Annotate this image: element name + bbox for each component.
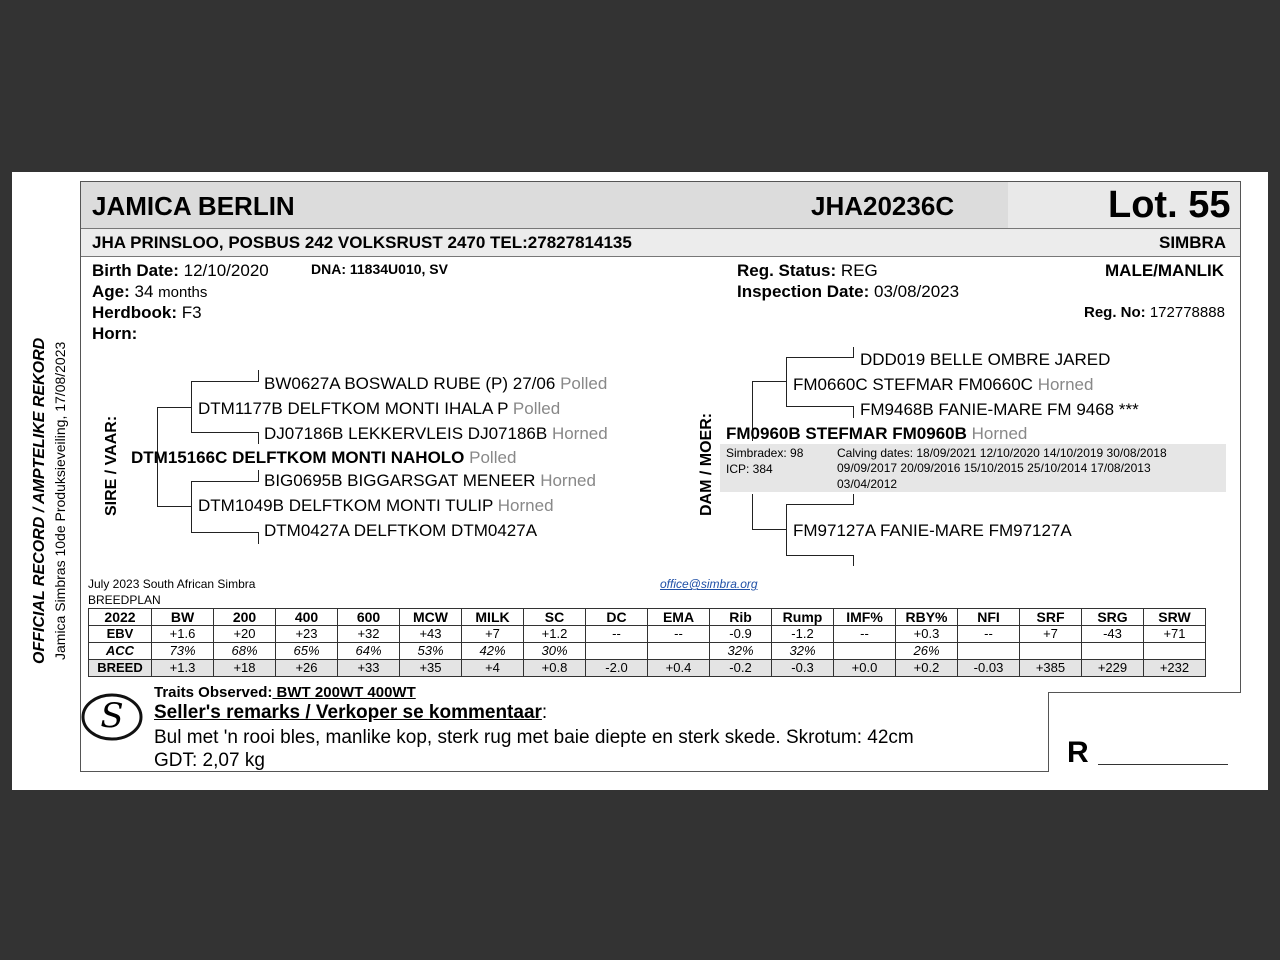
dam-tree-line: [752, 381, 786, 382]
sire-tree-line: [258, 432, 259, 444]
signature-line: [1098, 764, 1228, 765]
dam-tree-line: [853, 494, 854, 505]
ebv-cell: 64%: [338, 643, 400, 660]
ebv-cell: +18: [214, 660, 276, 677]
sire-tree-line: [258, 470, 259, 482]
ebv-cell: +0.3: [896, 626, 958, 643]
sire-tree-line: [258, 532, 259, 544]
ebv-cell: +7: [462, 626, 524, 643]
ebv-cell: --: [586, 626, 648, 643]
dam-tree-line: [786, 357, 787, 407]
sire-sire: [198, 399, 560, 419]
age: [92, 282, 207, 302]
dam-tree-line: [752, 494, 753, 530]
acc-row: [89, 643, 1206, 660]
official-record-label: OFFICIAL RECORD / AMPTELIKE REKORD: [31, 337, 48, 664]
birth-value: 12/10/2020: [183, 261, 269, 280]
ebv-cell: +0.4: [648, 660, 710, 677]
sire-dam-sire: [264, 471, 596, 491]
ebv-cell: EBV: [89, 626, 152, 643]
ebv-cell: +385: [1020, 660, 1082, 677]
logo-letter: S: [100, 696, 124, 736]
pedigree-name: DJ07186B LEKKERVLEIS DJ07186B: [264, 424, 548, 443]
ebv-cell: 32%: [772, 643, 834, 660]
ebv-cell: +23: [276, 626, 338, 643]
breed-name: SIMBRA: [1159, 233, 1227, 252]
horn-status: Polled: [469, 448, 517, 467]
sire-name: [131, 448, 516, 468]
sire-tree-line: [191, 481, 192, 533]
ebv-cell: BREED: [89, 660, 152, 677]
sign-r: R: [1067, 736, 1089, 769]
sire-sire-dam: [264, 424, 608, 444]
ebv-cell: -0.03: [958, 660, 1020, 677]
horn-status: Polled: [560, 374, 608, 393]
sire-tree-line: [157, 407, 191, 408]
birth-label: Birth Date:: [92, 261, 179, 280]
ebv-cell: NFI: [958, 609, 1020, 626]
pedigree-name: FM0960B STEFMAR FM0960B: [726, 424, 967, 443]
sale-label: Jamica Simbras 10de Produksieveiling, 17/08/2023: [52, 341, 68, 660]
ebv-cell: MCW: [400, 609, 462, 626]
horn-label: Horn:: [92, 324, 138, 343]
ebv-cell: 53%: [400, 643, 462, 660]
ebv-cell: +1.2: [524, 626, 586, 643]
ebv-source: July 2023 South African Simbra: [88, 577, 256, 591]
ebv-table: [88, 608, 1206, 677]
ebv-cell: -43: [1082, 626, 1144, 643]
traits-label: Traits Observed:: [154, 684, 273, 701]
ebv-cell: +0.8: [524, 660, 586, 677]
age-unit: months: [158, 284, 208, 301]
pedigree-name: BIG0695B BIGGARSGAT MENEER: [264, 471, 536, 490]
sire-tree-line: [191, 481, 259, 482]
ebv-cell: [586, 643, 648, 660]
ebv-cell: +1.3: [152, 660, 214, 677]
ebv-cell: -2.0: [586, 660, 648, 677]
remarks-line-2: GDT: 2,07 kg: [154, 750, 265, 771]
dam-label: DAM / MOER:: [698, 412, 715, 516]
dam-dam: FM97127A FANIE-MARE FM97127A: [793, 521, 1072, 540]
ebv-header-row: [89, 609, 1206, 626]
dam-tree-line: [786, 406, 854, 407]
reg-no: [1084, 304, 1225, 321]
sire-tree-line: [191, 532, 259, 533]
ebv-cell: 68%: [214, 643, 276, 660]
sire-tree-line: [191, 381, 192, 433]
sire-dam-dam: [264, 521, 537, 541]
ebv-cell: [958, 643, 1020, 660]
dam-tree-line: [853, 347, 854, 358]
dam-sire-dam: FM9468B FANIE-MARE FM 9468 ***: [860, 400, 1139, 419]
ebv-cell: DC: [586, 609, 648, 626]
ebv-cell: [1144, 643, 1206, 660]
ebv-cell: Rump: [772, 609, 834, 626]
ebv-cell: +229: [1082, 660, 1144, 677]
ebv-cell: EMA: [648, 609, 710, 626]
ebv-cell: --: [834, 626, 896, 643]
dna-info: DNA: 11834U010, SV: [311, 261, 448, 277]
simbradex: Simbradex: 98: [726, 446, 804, 460]
ebv-cell: [1020, 643, 1082, 660]
ebv-cell: IMF%: [834, 609, 896, 626]
ebv-cell: --: [958, 626, 1020, 643]
sire-tree-line: [191, 432, 259, 433]
ebv-cell: -1.2: [772, 626, 834, 643]
ebv-cell: [834, 643, 896, 660]
animal-id: JHA20236C: [811, 191, 955, 221]
reg-status-value: REG: [840, 261, 878, 280]
calving-dates-1: Calving dates: 18/09/2021 12/10/2020 14/10/2019 30/08/2018: [837, 446, 1167, 460]
ebv-cell: +7: [1020, 626, 1082, 643]
ebv-cell: 26%: [896, 643, 958, 660]
sire-dam: [198, 496, 554, 516]
ebv-cell: +1.6: [152, 626, 214, 643]
ebv-cell: 42%: [462, 643, 524, 660]
dam-name: [726, 424, 1027, 444]
breed-row: [89, 660, 1206, 677]
pedigree-name: DTM15166C DELFTKOM MONTI NAHOLO: [131, 448, 465, 467]
ebv-cell: +0.2: [896, 660, 958, 677]
pedigree-name: DTM1177B DELFTKOM MONTI IHALA P: [198, 399, 509, 418]
horn-status: Horned: [971, 424, 1028, 443]
ebv-cell: 2022: [89, 609, 152, 626]
remarks-line-1: Bul met 'n rooi bles, manlike kop, sterk rug met baie diepte en sterk skede. Skrotum: 42cm: [154, 727, 914, 748]
reg-status: [737, 261, 878, 281]
ebv-cell: BW: [152, 609, 214, 626]
ebv-cell: +26: [276, 660, 338, 677]
sire-tree-line: [258, 370, 259, 382]
ebv-cell: 400: [276, 609, 338, 626]
inspection-value: 03/08/2023: [873, 282, 960, 301]
calving-dates-3: 03/04/2012: [837, 477, 898, 491]
calving-dates-2: 09/09/2017 20/09/2016 15/10/2015 25/10/2014 17/08/2013: [837, 461, 1151, 475]
pedigree-name: DTM0427A DELFTKOM DTM0427A: [264, 521, 538, 540]
age-label: Age:: [92, 282, 130, 301]
email-link[interactable]: office@simbra.org: [660, 577, 758, 591]
pedigree-name: DTM1049B DELFTKOM MONTI TULIP: [198, 496, 494, 515]
horn-status: Horned: [497, 496, 554, 515]
ebv-cell: +43: [400, 626, 462, 643]
dam-tree-line: [786, 504, 787, 556]
horn-status: Horned: [1037, 375, 1094, 394]
herdbook: [92, 303, 202, 323]
owner-line: JHA PRINSLOO, POSBUS 242 VOLKSRUST 2470 TEL:27827814135: [92, 233, 632, 252]
icp: ICP: 384: [726, 462, 773, 476]
ebv-cell: [1082, 643, 1144, 660]
regno-label: Reg. No:: [1084, 304, 1146, 321]
birth-date: [92, 261, 269, 281]
ebv-cell: ACC: [89, 643, 152, 660]
ebv-cell: RBY%: [896, 609, 958, 626]
ebv-cell: [648, 643, 710, 660]
sire-label: SIRE / VAAR:: [103, 415, 120, 516]
ebv-cell: 30%: [524, 643, 586, 660]
breedplan-label: BREEDPLAN: [88, 593, 161, 607]
herdbook-label: Herdbook:: [92, 303, 177, 322]
dam-tree-line: [786, 555, 854, 556]
horn-status: Polled: [512, 399, 561, 418]
horn-status: Horned: [551, 424, 608, 443]
dam-sire: [793, 375, 1093, 395]
sire-tree-line: [157, 506, 191, 507]
dam-tree-line: [853, 406, 854, 418]
traits-observed: [154, 684, 416, 701]
dam-tree-line: [786, 504, 854, 505]
ebv-cell: +20: [214, 626, 276, 643]
sex: MALE/MANLIK: [1105, 261, 1224, 280]
ebv-cell: MILK: [462, 609, 524, 626]
animal-name: JAMICA BERLIN: [92, 191, 295, 221]
dam-tree-line: [853, 555, 854, 566]
ebv-cell: +4: [462, 660, 524, 677]
simbra-logo-icon: [80, 690, 144, 744]
ebv-cell: SRW: [1144, 609, 1206, 626]
ebv-cell: 73%: [152, 643, 214, 660]
traits-value: BWT 200WT 400WT: [272, 684, 416, 701]
remarks-heading: Seller's remarks / Verkoper se kommentaar: [154, 702, 542, 723]
ebv-cell: SRG: [1082, 609, 1144, 626]
pedigree-name: FM0660C STEFMAR FM0660C: [793, 375, 1033, 394]
ebv-cell: 200: [214, 609, 276, 626]
remarks-heading-wrap: Seller's remarks / Verkoper se kommentaar:: [154, 702, 548, 723]
lot-number: Lot. 55: [1108, 184, 1231, 226]
herdbook-value: F3: [181, 303, 202, 322]
ebv-cell: -0.3: [772, 660, 834, 677]
ebv-cell: +71: [1144, 626, 1206, 643]
ebv-cell: 600: [338, 609, 400, 626]
regno-value: 172778888: [1149, 304, 1225, 321]
ebv-cell: SRF: [1020, 609, 1082, 626]
age-value: 34: [134, 282, 154, 301]
ebv-cell: 65%: [276, 643, 338, 660]
dam-tree-line: [752, 529, 786, 530]
dam-sire-sire: DDD019 BELLE OMBRE JARED: [860, 350, 1111, 369]
ebv-cell: +232: [1144, 660, 1206, 677]
ebv-cell: Rib: [710, 609, 772, 626]
ebv-cell: +32: [338, 626, 400, 643]
ebv-cell: 32%: [710, 643, 772, 660]
ebv-cell: +33: [338, 660, 400, 677]
reg-status-label: Reg. Status:: [737, 261, 837, 280]
ebv-row: [89, 626, 1206, 643]
ebv-cell: -0.9: [710, 626, 772, 643]
ebv-cell: +0.0: [834, 660, 896, 677]
sire-tree-line: [191, 381, 259, 382]
ebv-cell: SC: [524, 609, 586, 626]
sire-sire-sire: [264, 374, 607, 394]
horn-status: Horned: [540, 471, 596, 490]
pedigree-name: BW0627A BOSWALD RUBE (P) 27/06: [264, 374, 556, 393]
ebv-cell: -0.2: [710, 660, 772, 677]
dam-tree-line: [786, 357, 854, 358]
ebv-cell: +35: [400, 660, 462, 677]
inspection-label: Inspection Date:: [737, 282, 870, 301]
inspection-date: [737, 282, 959, 302]
ebv-cell: --: [648, 626, 710, 643]
